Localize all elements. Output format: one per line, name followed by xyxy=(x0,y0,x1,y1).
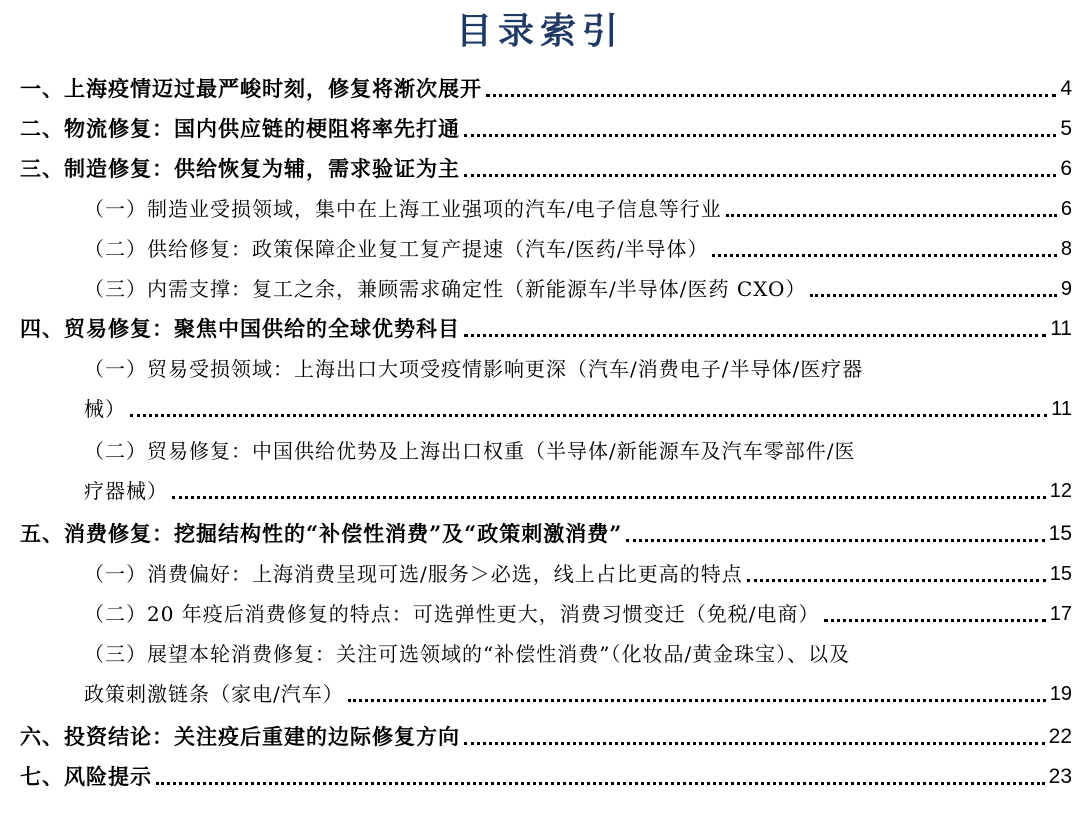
toc-page-number: 4 xyxy=(1060,77,1072,100)
toc-entry-3[interactable] xyxy=(0,154,1080,194)
toc-entry-title: 四、贸易修复：聚焦中国供给的全球优势科目 xyxy=(20,316,460,341)
toc-page-number: 6 xyxy=(1060,157,1072,180)
toc-entry-6[interactable] xyxy=(0,722,1080,762)
toc-line xyxy=(20,722,1072,752)
toc-entry-4[interactable] xyxy=(0,314,1080,354)
toc-line-continued xyxy=(84,679,1072,709)
toc-line-continued xyxy=(84,476,1072,506)
toc-page-number: 9 xyxy=(1060,278,1072,300)
toc-line-continued xyxy=(84,394,1072,424)
toc-entry-title: （二）20 年疫后消费修复的特点：可选弹性更大，消费习惯变迁（免税/电商） xyxy=(84,602,820,626)
dot-leader xyxy=(464,174,1056,177)
dot-leader xyxy=(130,414,1047,417)
dot-leader xyxy=(712,254,1056,257)
dot-leader xyxy=(464,334,1046,337)
dot-leader xyxy=(172,496,1046,499)
toc-entry-title: （一）制造业受损领域，集中在上海工业强项的汽车/电子信息等行业 xyxy=(84,197,722,221)
toc-entry-title: （二）供给修复：政策保障企业复工复产提速（汽车/医药/半导体） xyxy=(84,237,709,261)
toc-entry-title: （三）内需支撑：复工之余，兼顾需求确定性（新能源车/半导体/医药 CXO） xyxy=(84,277,807,301)
toc-line xyxy=(84,194,1072,224)
toc-line xyxy=(20,154,1072,184)
toc-entry-title: （二）贸易修复：中国供给优势及上海出口权重（半导体/新能源车及汽车零部件/医 xyxy=(84,439,856,463)
toc-entry-3-3[interactable] xyxy=(0,274,1080,314)
dot-leader xyxy=(464,134,1056,137)
toc-line xyxy=(20,114,1072,144)
dot-leader xyxy=(824,619,1046,622)
toc-entry-5-3[interactable] xyxy=(0,639,1080,719)
toc-entry-4-2[interactable] xyxy=(0,436,1080,516)
toc-page-number: 17 xyxy=(1049,603,1072,625)
toc-entry-5[interactable] xyxy=(0,519,1080,559)
toc-line xyxy=(20,519,1072,549)
toc-page-number: 23 xyxy=(1048,765,1072,788)
toc-entry-5-2[interactable] xyxy=(0,599,1080,639)
toc-line xyxy=(20,762,1072,792)
toc-entry-5-1[interactable] xyxy=(0,559,1080,599)
toc-entry-2[interactable] xyxy=(0,114,1080,154)
toc-line xyxy=(84,559,1072,589)
toc-line xyxy=(20,74,1072,104)
toc-entry-title-continued: 政策刺激链条（家电/汽车） xyxy=(84,682,344,706)
toc-entry-title: （三）展望本轮消费修复：关注可选领域的“补偿性消费”（化妆品/黄金珠宝）、以及 xyxy=(84,642,851,666)
toc-page-number: 11 xyxy=(1051,398,1072,420)
toc-page-number: 15 xyxy=(1048,522,1072,545)
toc-page-number: 12 xyxy=(1049,480,1072,502)
toc-entry-title: 六、投资结论：关注疫后重建的边际修复方向 xyxy=(20,724,460,749)
toc-page-number: 15 xyxy=(1049,563,1072,585)
toc-entry-title: （一）贸易受损领域：上海出口大项受疫情影响更深（汽车/消费电子/半导体/医疗器 xyxy=(84,357,864,381)
toc-entry-title: 三、制造修复：供给恢复为辅，需求验证为主 xyxy=(20,156,460,181)
toc-page-number: 5 xyxy=(1060,117,1072,140)
toc-entry-title: （一）消费偏好：上海消费呈现可选/服务＞必选，线上占比更高的特点 xyxy=(84,562,743,586)
toc-entry-title-continued: 械） xyxy=(84,397,126,421)
toc-line xyxy=(20,314,1072,344)
dot-leader xyxy=(747,579,1046,582)
dot-leader xyxy=(464,742,1045,745)
toc-line xyxy=(84,234,1072,264)
toc-line xyxy=(84,436,1072,466)
dot-leader xyxy=(626,539,1044,542)
toc-entry-4-1[interactable] xyxy=(0,354,1080,434)
toc-entry-title: 五、消费修复：挖掘结构性的“补偿性消费”及“政策刺激消费” xyxy=(20,521,623,546)
toc-entry-title-continued: 疗器械） xyxy=(84,479,168,503)
toc-page-number: 22 xyxy=(1048,725,1072,748)
toc-page-number: 19 xyxy=(1049,683,1072,705)
dot-leader xyxy=(810,294,1056,297)
dot-leader xyxy=(726,214,1057,217)
toc-line xyxy=(84,599,1072,629)
page-title: 目录索引 xyxy=(455,10,624,52)
toc-line xyxy=(84,354,1072,384)
toc-entry-1[interactable] xyxy=(0,74,1080,114)
toc-entry-7[interactable] xyxy=(0,762,1080,802)
dot-leader xyxy=(348,699,1046,702)
toc-page-number: 11 xyxy=(1050,317,1072,340)
toc-entry-title: 七、风险提示 xyxy=(20,764,152,789)
toc-entry-3-1[interactable] xyxy=(0,194,1080,234)
dot-leader xyxy=(486,94,1056,97)
toc-page-number: 8 xyxy=(1060,238,1072,260)
toc-entry-title: 一、上海疫情迈过最严峻时刻，修复将渐次展开 xyxy=(20,76,482,101)
toc-line xyxy=(84,639,1072,669)
toc-entry-3-2[interactable] xyxy=(0,234,1080,274)
toc-page-number: 6 xyxy=(1060,198,1072,220)
dot-leader xyxy=(156,782,1045,785)
toc-entry-title: 二、物流修复：国内供应链的梗阻将率先打通 xyxy=(20,116,460,141)
toc-line xyxy=(84,274,1072,304)
